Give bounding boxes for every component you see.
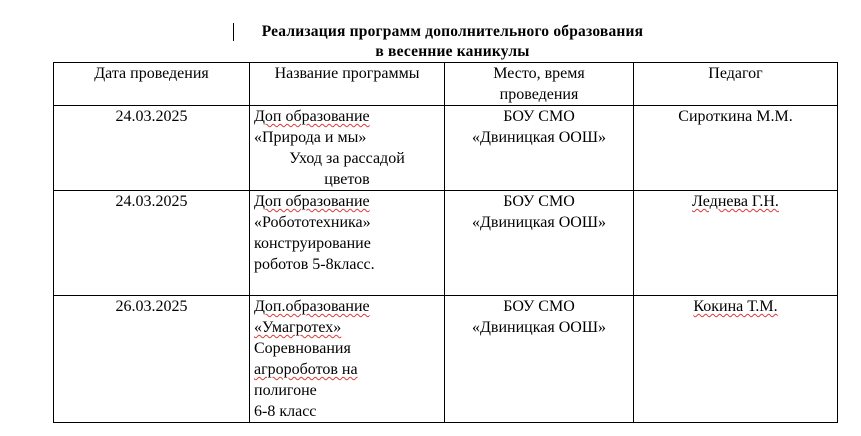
cell-place xyxy=(445,191,634,296)
cell-place xyxy=(445,296,634,423)
program-line: «Умагротех» xyxy=(254,319,342,336)
program-line: Доп образование xyxy=(254,108,370,125)
program-line: роботов 5-8класс. xyxy=(254,256,375,273)
program-line: Доп.образование xyxy=(254,298,370,315)
header-teacher: Педагог xyxy=(634,63,838,106)
place-line: «Двиницкая ООШ» xyxy=(472,214,606,231)
place-line: БОУ СМО xyxy=(503,108,575,125)
program-line: конструирование xyxy=(254,235,371,252)
title-line-2: в весенние каникулы xyxy=(375,43,530,60)
program-line: полигоне xyxy=(254,382,317,399)
header-place-line-1: Место, время xyxy=(493,65,585,82)
teacher-name: Леднева Г.Н. xyxy=(692,193,779,210)
table-row xyxy=(54,106,838,191)
header-date: Дата проведения xyxy=(54,63,250,106)
program-line: «Робототехника» xyxy=(254,214,371,231)
place-line: БОУ СМО xyxy=(503,298,575,315)
cell-program xyxy=(250,106,445,191)
program-line: агророботов на xyxy=(254,361,358,378)
program-line: Соревнования xyxy=(254,340,351,357)
document-title xyxy=(200,22,705,62)
program-line: цветов xyxy=(324,171,370,188)
cell-date: 26.03.2025 xyxy=(54,296,250,423)
program-line: 6-8 класс xyxy=(254,403,317,420)
title-line-1: Реализация программ дополнительного образования xyxy=(261,23,644,40)
cell-program xyxy=(250,296,445,423)
cell-teacher xyxy=(634,191,838,296)
table-header-row xyxy=(54,63,838,106)
cell-program xyxy=(250,191,445,296)
cell-date: 24.03.2025 xyxy=(54,106,250,191)
header-place xyxy=(445,63,634,106)
place-line: БОУ СМО xyxy=(503,193,575,210)
cell-place xyxy=(445,106,634,191)
schedule-table xyxy=(53,62,838,423)
program-line: Уход за рассадой xyxy=(289,150,405,167)
teacher-name: Кокина Т.М. xyxy=(693,298,778,315)
place-line: «Двиницкая ООШ» xyxy=(472,129,606,146)
cell-date: 24.03.2025 xyxy=(54,191,250,296)
program-line: «Природа и мы» xyxy=(254,129,367,146)
header-place-line-2: проведения xyxy=(499,86,579,103)
table-row xyxy=(54,296,838,423)
cell-teacher: Сироткина М.М. xyxy=(634,106,838,191)
cell-teacher xyxy=(634,296,838,423)
place-line: «Двиницкая ООШ» xyxy=(472,319,606,336)
table-row xyxy=(54,191,838,296)
program-line: Доп образование xyxy=(254,193,370,210)
header-program: Название программы xyxy=(250,63,445,106)
